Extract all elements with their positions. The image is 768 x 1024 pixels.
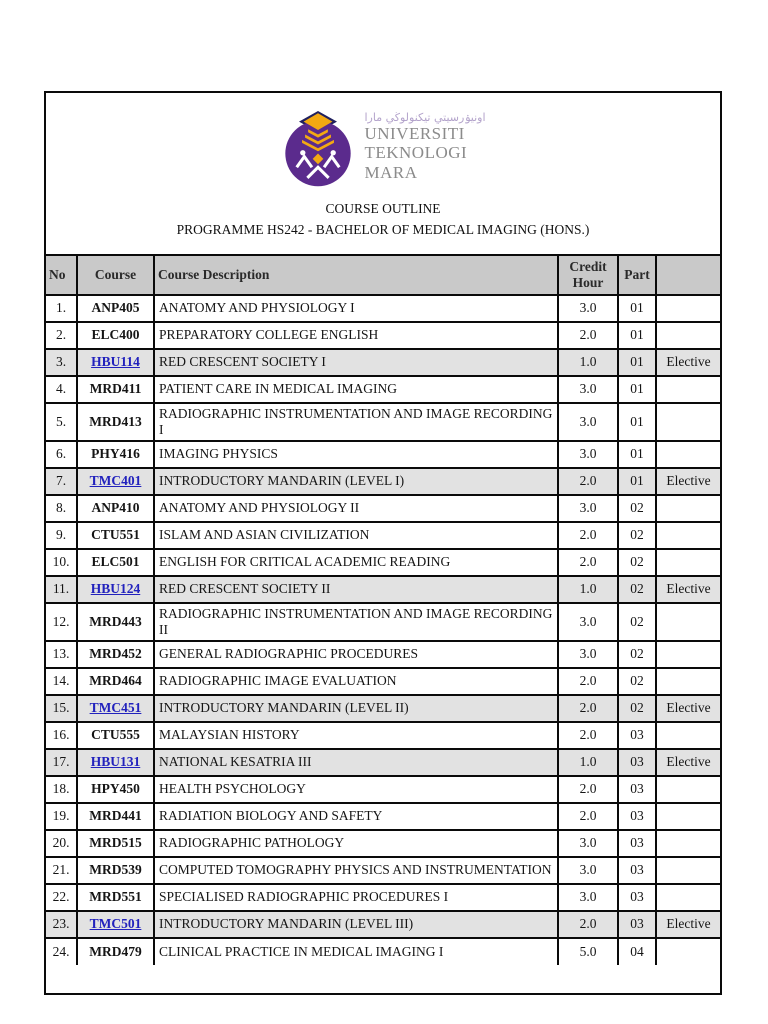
- course-description: NATIONAL KESATRIA III: [154, 749, 558, 776]
- course-code: [77, 468, 154, 495]
- course-description: PREPARATORY COLLEGE ENGLISH: [154, 322, 558, 349]
- logo-wordmark: [364, 110, 485, 182]
- elective-tag: [656, 668, 720, 695]
- course-code: MRD443: [77, 603, 154, 641]
- row-number: 8.: [46, 495, 77, 522]
- header-part: Part: [618, 255, 656, 295]
- elective-tag: [656, 803, 720, 830]
- part-value: 03: [618, 857, 656, 884]
- course-description: RADIOGRAPHIC INSTRUMENTATION AND IMAGE RECORDING I: [154, 403, 558, 441]
- credit-hour-value: 2.0: [558, 668, 618, 695]
- row-number: 10.: [46, 549, 77, 576]
- course-code: HPY450: [77, 776, 154, 803]
- part-value: 03: [618, 722, 656, 749]
- credit-hour-value: 2.0: [558, 803, 618, 830]
- part-value: 02: [618, 603, 656, 641]
- course-code-link[interactable]: HBU124: [90, 581, 141, 597]
- programme-title: PROGRAMME HS242 - BACHELOR OF MEDICAL IMAGING (HONS.): [176, 221, 590, 237]
- table-row: [46, 603, 720, 641]
- table-row: [46, 884, 720, 911]
- table-row: [46, 803, 720, 830]
- credit-hour-value: 3.0: [558, 830, 618, 857]
- credit-hour-value: 3.0: [558, 441, 618, 468]
- table-row: [46, 911, 720, 938]
- table-row: [46, 830, 720, 857]
- document-page: [44, 91, 722, 995]
- course-description: INTRODUCTORY MANDARIN (LEVEL I): [154, 468, 558, 495]
- table-row: [46, 295, 720, 322]
- part-value: 02: [618, 576, 656, 603]
- course-description: ISLAM AND ASIAN CIVILIZATION: [154, 522, 558, 549]
- part-value: 01: [618, 468, 656, 495]
- course-code: MRD413: [77, 403, 154, 441]
- course-code: MRD515: [77, 830, 154, 857]
- credit-hour-value: 2.0: [558, 776, 618, 803]
- course-code: MRD441: [77, 803, 154, 830]
- row-number: 18.: [46, 776, 77, 803]
- row-number: 11.: [46, 576, 77, 603]
- header-course-description: Course Description: [154, 255, 558, 295]
- table-row: [46, 403, 720, 441]
- logo-jawi-script: اونيۏرسيتي تيكنولوڬي مارا: [364, 111, 486, 124]
- course-code: MRD479: [77, 938, 154, 965]
- elective-tag: Elective: [656, 911, 720, 938]
- course-outline-title: COURSE OUTLINE: [325, 201, 441, 216]
- elective-tag: [656, 938, 720, 965]
- course-description: ENGLISH FOR CRITICAL ACADEMIC READING: [154, 549, 558, 576]
- elective-tag: [656, 722, 720, 749]
- part-value: 03: [618, 803, 656, 830]
- row-number: 3.: [46, 349, 77, 376]
- part-value: 04: [618, 938, 656, 965]
- table-row: [46, 349, 720, 376]
- part-value: 03: [618, 776, 656, 803]
- credit-hour-value: 2.0: [558, 722, 618, 749]
- course-description: RED CRESCENT SOCIETY I: [154, 349, 558, 376]
- elective-tag: [656, 641, 720, 668]
- elective-tag: [656, 830, 720, 857]
- table-row: [46, 749, 720, 776]
- row-number: 21.: [46, 857, 77, 884]
- course-description: RADIOGRAPHIC INSTRUMENTATION AND IMAGE RECORDING II: [154, 603, 558, 641]
- course-code: ANP405: [77, 295, 154, 322]
- credit-hour-value: 3.0: [558, 603, 618, 641]
- elective-tag: [656, 549, 720, 576]
- elective-tag: [656, 522, 720, 549]
- header-course: Course: [77, 255, 154, 295]
- elective-tag: Elective: [656, 468, 720, 495]
- credit-hour-value: 1.0: [558, 749, 618, 776]
- course-description: INTRODUCTORY MANDARIN (LEVEL III): [154, 911, 558, 938]
- table-row: [46, 668, 720, 695]
- course-code: ANP410: [77, 495, 154, 522]
- elective-tag: [656, 776, 720, 803]
- row-number: 4.: [46, 376, 77, 403]
- part-value: 03: [618, 911, 656, 938]
- row-number: 17.: [46, 749, 77, 776]
- course-code: [77, 576, 154, 603]
- part-value: 01: [618, 322, 656, 349]
- row-number: 7.: [46, 468, 77, 495]
- course-description: ANATOMY AND PHYSIOLOGY I: [154, 295, 558, 322]
- course-outline-table: [46, 254, 720, 965]
- course-code: MRD464: [77, 668, 154, 695]
- row-number: 12.: [46, 603, 77, 641]
- elective-tag: [656, 857, 720, 884]
- course-description: CLINICAL PRACTICE IN MEDICAL IMAGING I: [154, 938, 558, 965]
- document-titles: [46, 199, 720, 241]
- row-number: 2.: [46, 322, 77, 349]
- course-description: HEALTH PSYCHOLOGY: [154, 776, 558, 803]
- credit-hour-value: 3.0: [558, 641, 618, 668]
- table-row: [46, 641, 720, 668]
- table-row: [46, 695, 720, 722]
- table-row: [46, 322, 720, 349]
- elective-tag: [656, 376, 720, 403]
- table-row: [46, 468, 720, 495]
- credit-hour-value: 3.0: [558, 376, 618, 403]
- part-value: 01: [618, 349, 656, 376]
- logo-name-line3: MARA: [364, 162, 418, 182]
- course-description: PATIENT CARE IN MEDICAL IMAGING: [154, 376, 558, 403]
- course-table-body: [46, 295, 720, 965]
- row-number: 1.: [46, 295, 77, 322]
- course-code-link[interactable]: HBU114: [91, 354, 140, 370]
- table-row: [46, 857, 720, 884]
- row-number: 20.: [46, 830, 77, 857]
- table-row: [46, 522, 720, 549]
- course-description: MALAYSIAN HISTORY: [154, 722, 558, 749]
- row-number: 13.: [46, 641, 77, 668]
- header-elective: [656, 255, 720, 295]
- elective-tag: [656, 884, 720, 911]
- row-number: 19.: [46, 803, 77, 830]
- course-code: MRD411: [77, 376, 154, 403]
- elective-tag: [656, 403, 720, 441]
- course-description: SPECIALISED RADIOGRAPHIC PROCEDURES I: [154, 884, 558, 911]
- elective-tag: [656, 603, 720, 641]
- row-number: 22.: [46, 884, 77, 911]
- course-code-link[interactable]: TMC451: [89, 700, 142, 716]
- course-code: MRD539: [77, 857, 154, 884]
- part-value: 01: [618, 403, 656, 441]
- part-value: 02: [618, 495, 656, 522]
- credit-hour-value: 2.0: [558, 549, 618, 576]
- course-code: [77, 911, 154, 938]
- table-row: [46, 376, 720, 403]
- course-description: ANATOMY AND PHYSIOLOGY II: [154, 495, 558, 522]
- row-number: 23.: [46, 911, 77, 938]
- credit-hour-value: 2.0: [558, 468, 618, 495]
- table-header: [46, 255, 720, 295]
- table-row: [46, 938, 720, 965]
- table-row: [46, 576, 720, 603]
- row-number: 16.: [46, 722, 77, 749]
- credit-hour-value: 1.0: [558, 576, 618, 603]
- credit-hour-value: 5.0: [558, 938, 618, 965]
- course-description: INTRODUCTORY MANDARIN (LEVEL II): [154, 695, 558, 722]
- logo-name-line2: TEKNOLOGI: [364, 143, 468, 163]
- credit-hour-value: 2.0: [558, 522, 618, 549]
- course-description: IMAGING PHYSICS: [154, 441, 558, 468]
- credit-hour-value: 3.0: [558, 495, 618, 522]
- row-number: 5.: [46, 403, 77, 441]
- credit-hour-value: 2.0: [558, 695, 618, 722]
- credit-hour-value: 3.0: [558, 884, 618, 911]
- elective-tag: [656, 295, 720, 322]
- part-value: 02: [618, 668, 656, 695]
- course-description: COMPUTED TOMOGRAPHY PHYSICS AND INSTRUMENTATION: [154, 857, 558, 884]
- row-number: 6.: [46, 441, 77, 468]
- row-number: 15.: [46, 695, 77, 722]
- course-code-link[interactable]: TMC401: [89, 473, 142, 489]
- elective-tag: Elective: [656, 576, 720, 603]
- part-value: 01: [618, 376, 656, 403]
- course-code: [77, 695, 154, 722]
- part-value: 02: [618, 522, 656, 549]
- credit-hour-value: 1.0: [558, 349, 618, 376]
- part-value: 01: [618, 295, 656, 322]
- credit-hour-value: 3.0: [558, 857, 618, 884]
- credit-hour-value: 2.0: [558, 911, 618, 938]
- course-description: RADIOGRAPHIC PATHOLOGY: [154, 830, 558, 857]
- elective-tag: [656, 441, 720, 468]
- header-credit-hour: Credit Hour: [558, 255, 618, 295]
- row-number: 9.: [46, 522, 77, 549]
- course-description: RADIOGRAPHIC IMAGE EVALUATION: [154, 668, 558, 695]
- elective-tag: [656, 495, 720, 522]
- course-code: [77, 749, 154, 776]
- course-code: PHY416: [77, 441, 154, 468]
- part-value: 03: [618, 830, 656, 857]
- course-code: ELC501: [77, 549, 154, 576]
- uitm-crest-icon: [280, 110, 356, 188]
- header-no: No: [46, 255, 77, 295]
- course-code-link[interactable]: HBU131: [90, 754, 141, 770]
- course-code-link[interactable]: TMC501: [89, 916, 142, 932]
- credit-hour-value: 3.0: [558, 295, 618, 322]
- table-row: [46, 776, 720, 803]
- part-value: 01: [618, 441, 656, 468]
- course-code: [77, 349, 154, 376]
- course-code: MRD452: [77, 641, 154, 668]
- course-description: RADIATION BIOLOGY AND SAFETY: [154, 803, 558, 830]
- elective-tag: Elective: [656, 349, 720, 376]
- part-value: 02: [618, 695, 656, 722]
- elective-tag: Elective: [656, 749, 720, 776]
- course-code: ELC400: [77, 322, 154, 349]
- course-description: RED CRESCENT SOCIETY II: [154, 576, 558, 603]
- part-value: 03: [618, 749, 656, 776]
- table-row: [46, 722, 720, 749]
- elective-tag: Elective: [656, 695, 720, 722]
- part-value: 02: [618, 641, 656, 668]
- part-value: 03: [618, 884, 656, 911]
- university-logo: [46, 110, 720, 188]
- table-row: [46, 549, 720, 576]
- course-code: MRD551: [77, 884, 154, 911]
- credit-hour-value: 3.0: [558, 403, 618, 441]
- elective-tag: [656, 322, 720, 349]
- table-row: [46, 495, 720, 522]
- course-code: CTU551: [77, 522, 154, 549]
- course-description: GENERAL RADIOGRAPHIC PROCEDURES: [154, 641, 558, 668]
- table-row: [46, 441, 720, 468]
- part-value: 02: [618, 549, 656, 576]
- row-number: 14.: [46, 668, 77, 695]
- logo-name-line1: UNIVERSITI: [364, 124, 465, 144]
- course-code: CTU555: [77, 722, 154, 749]
- credit-hour-value: 2.0: [558, 322, 618, 349]
- row-number: 24.: [46, 938, 77, 965]
